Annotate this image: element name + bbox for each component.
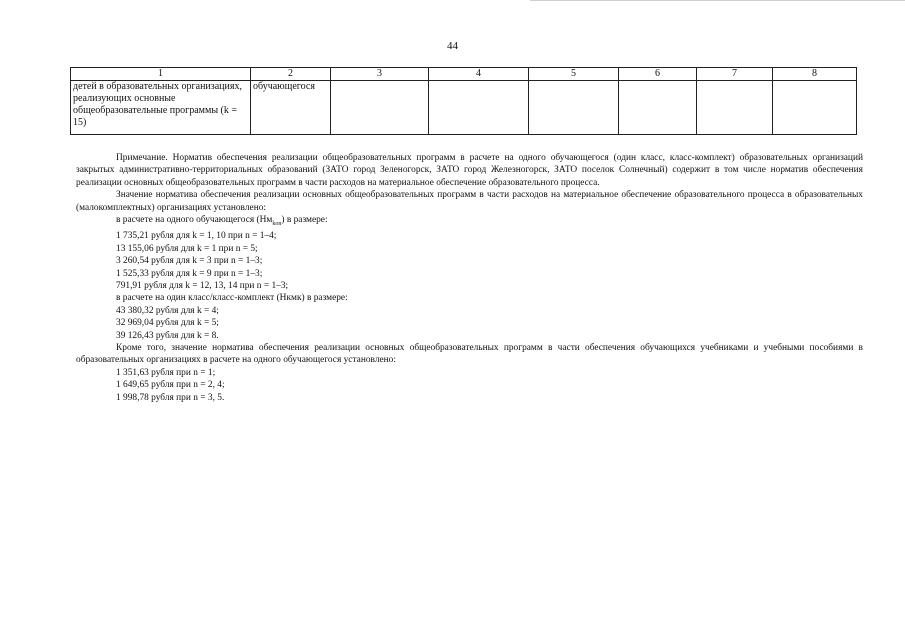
table-cell [529, 81, 619, 135]
column-header: 7 [697, 68, 773, 81]
list-item: 791,91 рубля для k = 12, 13, 14 при n = 1–3; [116, 280, 289, 291]
list-item: 1 998,78 рубля при n = 3, 5. [116, 392, 225, 403]
table-row [71, 81, 857, 135]
table-cell [331, 81, 429, 135]
list-item: 13 155,06 рубля для k = 1 при n = 5; [116, 243, 258, 254]
table-cell [429, 81, 529, 135]
per-student-subscript: kon [272, 220, 282, 227]
column-header: 8 [773, 68, 857, 81]
textbooks-paragraph: Кроме того, значение норматива обеспечения реализации основных общеобразовательных программ в части обеспечения обучающихся учебниками и учебными пособиями в образовательных организациях в расчете на одного обучающегося установлено: [76, 342, 863, 366]
column-header: 1 [71, 68, 251, 81]
document-body [76, 152, 863, 404]
table-cell [619, 81, 697, 135]
table-cell: обучающегося [251, 81, 331, 135]
table-header-row [71, 68, 857, 81]
data-table [70, 67, 857, 135]
column-header: 2 [251, 68, 331, 81]
column-header: 6 [619, 68, 697, 81]
per-student-heading [76, 214, 863, 230]
page-number: 44 [447, 40, 458, 52]
list-item: 1 649,65 рубля при n = 2, 4; [116, 380, 225, 391]
list-item: 3 260,54 рубля для k = 3 при n = 1–3; [116, 256, 263, 267]
norm-paragraph: Значение норматива обеспечения реализации основных общеобразовательных программ в части расходов на материальное обеспечение образовательного процесса в образовательных (малокомплектных) организациях установлено: [76, 190, 863, 213]
column-header: 3 [331, 68, 429, 81]
list-item: 1 351,63 рубля при n = 1; [116, 367, 216, 378]
per-class-heading: в расчете на один класс/класс-комплект (Нкмк) в размере: [116, 293, 348, 304]
list-item: 43 380,32 рубля для k = 4; [116, 305, 219, 316]
list-item: 32 969,04 рубля для k = 5; [116, 318, 219, 329]
scan-edge-line [530, 0, 905, 1]
table-cell: детей в образовательных организациях, реализующих основные общеобразовательные программы (k = 15) [71, 81, 251, 135]
list-item: 1 525,33 рубля для k = 9 при n = 1–3; [116, 268, 263, 279]
column-header: 5 [529, 68, 619, 81]
per-student-suffix: ) в размере: [281, 215, 328, 226]
note-paragraph: Примечание. Норматив обеспечения реализации общеобразовательных программ в расчете на одного обучающегося (один класс, класс-комплект) образовательных организаций закрытых административно-территориальных образований (ЗАТО город Зеленогорск, ЗАТО город Железногорск, ЗАТО поселок Солнечный) содержит в том числе норматив обеспечения реализации основных общеобразовательных программ в части расходов на материальное обеспечение образовательного процесса. [76, 153, 863, 188]
table-cell [773, 81, 857, 135]
table-cell [697, 81, 773, 135]
list-item: 1 735,21 рубля для k = 1, 10 при n = 1–4; [116, 231, 277, 242]
column-header: 4 [429, 68, 529, 81]
per-student-prefix: в расчете на одного обучающегося (Нм [116, 215, 273, 226]
list-item: 39 126,43 рубля для k = 8. [116, 330, 219, 341]
